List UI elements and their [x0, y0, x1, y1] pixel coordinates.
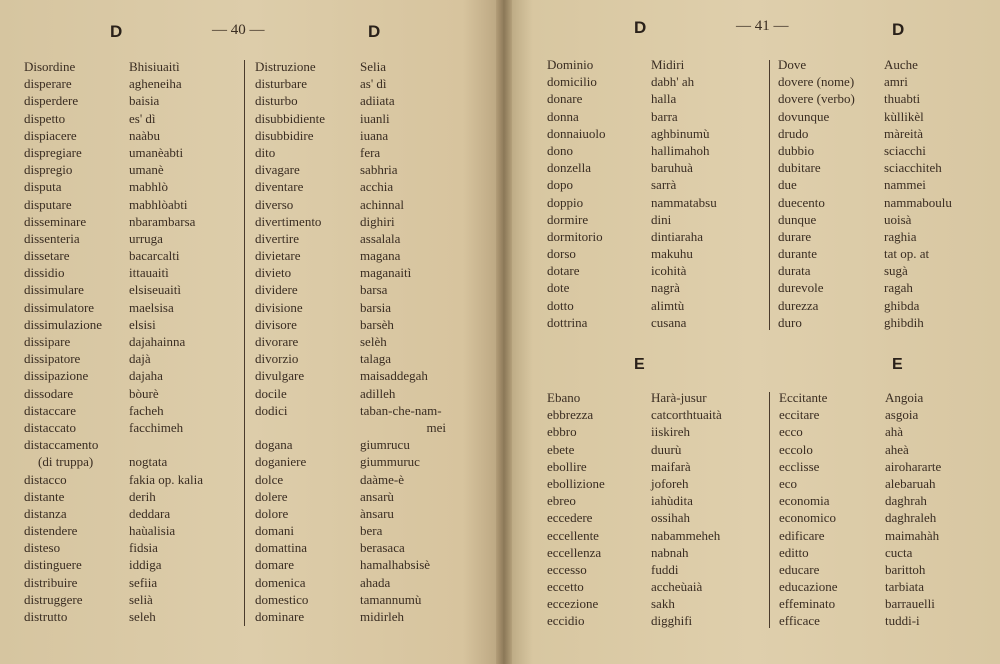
right-col4-italian	[779, 389, 879, 630]
entry: distribuire	[24, 574, 78, 590]
entry: barra	[651, 108, 678, 124]
entry: durante	[778, 246, 817, 262]
entry: domattina	[255, 540, 307, 556]
entry: distaccare	[24, 402, 76, 418]
right-column-divider-top	[769, 60, 770, 330]
right-col3-italian	[547, 389, 647, 630]
entry: aheà	[885, 441, 909, 457]
entry: cusana	[651, 314, 687, 330]
entry: domani	[255, 523, 294, 539]
entry: raghia	[884, 228, 917, 244]
entry: tarbiata	[885, 579, 924, 595]
entry: accheùaià	[651, 579, 703, 595]
entry: makuhu	[651, 246, 693, 262]
entry: tat op. at	[884, 246, 930, 262]
entry: domestico	[255, 591, 309, 607]
entry: dote	[547, 280, 570, 296]
entry: dovere (verbo)	[778, 91, 855, 107]
entry: adilleh	[360, 385, 396, 401]
right-col-translation	[651, 56, 763, 331]
left-col-italian	[24, 58, 124, 625]
entry: eccellente	[547, 527, 599, 543]
right-page	[503, 0, 1000, 664]
entry: nagrà	[651, 280, 680, 296]
entry: eccedere	[547, 510, 593, 526]
entry: due	[778, 177, 797, 193]
entry: distruggere	[24, 591, 83, 607]
entry: diverso	[255, 196, 294, 212]
entry: kùllikèl	[884, 108, 924, 124]
entry: alimtù	[651, 297, 685, 313]
entry	[255, 419, 355, 436]
entry: ecco	[779, 424, 803, 440]
entry: Eccitante	[779, 390, 828, 405]
entry: disteso	[24, 540, 61, 556]
book-spine	[496, 0, 512, 664]
entry: daàme-è	[360, 471, 405, 487]
entry: dissodare	[24, 385, 74, 401]
entry: dissimulare	[24, 282, 84, 298]
entry: distinguere	[24, 557, 82, 573]
entry: disperdere	[24, 93, 79, 109]
entry: Selia	[360, 59, 386, 74]
entry: bera	[360, 523, 383, 539]
entry: distendere	[24, 523, 78, 539]
entry: catcorthtuaità	[651, 407, 722, 423]
entry: divieto	[255, 265, 292, 281]
entry: Dove	[778, 57, 807, 72]
entry: donna	[547, 108, 579, 124]
entry: selèh	[360, 334, 387, 349]
left-column-divider	[244, 60, 245, 626]
entry: dolere	[255, 488, 288, 504]
entry: disputare	[24, 196, 72, 212]
entry: giumrucu	[360, 437, 410, 453]
entry: dodici	[255, 402, 288, 418]
entry: ansarù	[360, 488, 394, 504]
entry: ecclisse	[779, 458, 820, 474]
entry: deddara	[129, 505, 171, 521]
entry: dissetare	[24, 248, 70, 264]
entry: seleh	[129, 609, 156, 624]
entry: midirleh	[360, 609, 405, 624]
entry: disperare	[24, 76, 72, 92]
entry: divertimento	[255, 213, 322, 229]
entry: barsia	[360, 299, 392, 315]
entry: dajà	[129, 351, 151, 367]
entry: distaccamento	[24, 437, 99, 453]
entry: dito	[255, 144, 276, 160]
entry: hamalhabsisè	[360, 557, 431, 573]
entry: dopo	[547, 177, 573, 193]
entry: facchimeh	[129, 419, 184, 435]
entry: ahada	[360, 574, 391, 590]
entry: (di truppa)	[38, 454, 94, 470]
entry: fakia op. kalia	[129, 471, 203, 487]
entry: hallimahoh	[651, 142, 710, 158]
left-page-letter-right: D	[368, 22, 381, 41]
entry: nammei	[884, 177, 926, 193]
right-page-number: — 41 —	[736, 18, 789, 34]
entry: dajaha	[129, 368, 163, 384]
entry: maisaddegah	[360, 368, 428, 384]
entry: dividere	[255, 282, 298, 298]
entry: donare	[547, 91, 583, 107]
entry: dotare	[547, 263, 580, 279]
entry: iuanli	[360, 110, 390, 126]
entry: nbarambarsa	[129, 213, 196, 229]
entry: mei	[426, 419, 446, 435]
entry: dissipatore	[24, 351, 81, 367]
entry: nabammeheh	[651, 527, 721, 543]
entry: joforeh	[651, 475, 689, 491]
entry: divagare	[255, 162, 300, 178]
entry: domenica	[255, 574, 306, 590]
entry: selià	[129, 591, 153, 607]
entry: amri	[884, 74, 908, 90]
entry: ebollire	[547, 458, 587, 474]
entry: eccezione	[547, 596, 599, 612]
entry: dissipare	[24, 334, 71, 349]
entry: dispregiare	[24, 144, 82, 160]
entry: disturbare	[255, 76, 307, 92]
right-col4-translation	[885, 389, 995, 630]
entry: es' dì	[129, 110, 156, 126]
entry: asgoia	[885, 407, 919, 423]
entry: sakh	[651, 596, 675, 612]
entry: maimahàh	[885, 527, 940, 543]
entry: editto	[779, 544, 809, 560]
entry: eccidio	[547, 613, 585, 629]
entry: airohararte	[885, 458, 942, 474]
entry: dogana	[255, 437, 293, 453]
entry: magana	[360, 248, 401, 264]
entry: digghifi	[651, 613, 693, 629]
right-col-italian	[547, 56, 647, 331]
entry: effeminato	[779, 596, 836, 612]
entry: dolore	[255, 505, 289, 521]
entry: dissidio	[24, 265, 65, 281]
entry: distacco	[24, 471, 67, 487]
right-col3-translation	[651, 389, 763, 630]
entry: daghrah	[885, 493, 927, 509]
entry: facheh	[129, 402, 164, 418]
entry: ebbrezza	[547, 407, 594, 423]
entry: as' dì	[360, 76, 387, 92]
entry: iahùdita	[651, 493, 693, 509]
entry: umanè	[129, 162, 164, 178]
entry: sciacchi	[884, 142, 926, 158]
entry: efficace	[779, 613, 820, 629]
entry: bacarcalti	[129, 248, 180, 264]
entry: donzella	[547, 160, 592, 176]
entry: economia	[779, 493, 830, 509]
entry: iddiga	[129, 557, 162, 573]
entry: disubbidire	[255, 127, 314, 143]
entry: assalala	[360, 230, 401, 246]
entry: ebollizione	[547, 475, 605, 491]
entry: bòurè	[129, 385, 159, 401]
entry: durata	[778, 263, 811, 279]
entry: divietare	[255, 248, 301, 264]
entry: fidsia	[129, 540, 158, 556]
entry: adiiata	[360, 93, 395, 109]
entry	[129, 436, 241, 453]
entry: thuabti	[884, 91, 921, 107]
entry: distanza	[24, 505, 67, 521]
entry: maelsisa	[129, 299, 174, 315]
entry: Harà-jusur	[651, 390, 707, 405]
entry: duecento	[778, 194, 825, 210]
entry: dorso	[547, 246, 576, 262]
right-col2-translation	[884, 56, 994, 331]
entry: barsa	[360, 282, 388, 298]
entry: divisione	[255, 299, 303, 315]
right-col2-italian	[778, 56, 878, 331]
entry: dispetto	[24, 110, 66, 126]
left-col2-translation	[360, 58, 450, 625]
right-column-divider-bottom	[769, 392, 770, 628]
entry: umanèabti	[129, 144, 184, 160]
entry: dormire	[547, 211, 589, 227]
entry: Angoia	[885, 390, 924, 405]
entry: drudo	[778, 125, 809, 141]
entry: domare	[255, 557, 294, 573]
entry: diventare	[255, 179, 304, 195]
entry: disubbidiente	[255, 110, 326, 126]
entry: Distruzione	[255, 59, 316, 74]
entry: domicilio	[547, 74, 597, 90]
section-e-left: E	[634, 356, 645, 373]
entry: tuddi-i	[885, 613, 920, 629]
entry: Dominio	[547, 57, 594, 72]
entry: dighiri	[360, 213, 395, 229]
entry: divorare	[255, 334, 299, 349]
entry: dispregio	[24, 162, 73, 178]
entry: ebete	[547, 441, 575, 457]
entry: dissipazione	[24, 368, 89, 384]
entry: durevole	[778, 280, 824, 296]
right-page-letter-right: D	[892, 20, 905, 39]
entry: barsèh	[360, 316, 394, 332]
entry: dubitare	[778, 160, 821, 176]
entry: distaccato	[24, 419, 76, 435]
entry: Bhisiuaitì	[129, 59, 180, 74]
entry: nammatabsu	[651, 194, 717, 210]
entry: eccitare	[779, 407, 820, 423]
entry: sabhria	[360, 162, 398, 178]
entry: eccetto	[547, 579, 584, 595]
entry: aghbinumù	[651, 125, 710, 141]
entry: baisia	[129, 93, 160, 109]
left-page-letter-left: D	[110, 22, 123, 41]
entry: eccellenza	[547, 544, 602, 560]
right-page-letter-left: D	[634, 18, 647, 37]
entry: elsiseuaitì	[129, 282, 181, 298]
entry: ragah	[884, 280, 913, 296]
entry: dubbio	[778, 142, 815, 158]
entry: disputa	[24, 179, 62, 195]
entry: distante	[24, 488, 65, 504]
entry: taban-che-nam-	[360, 402, 442, 418]
entry: educazione	[779, 579, 838, 595]
entry: cucta	[885, 544, 913, 560]
entry: duurù	[651, 441, 682, 457]
entry: mabhlòabti	[129, 196, 188, 212]
left-col2-italian	[255, 58, 355, 625]
entry: iuana	[360, 127, 389, 143]
entry: distrutto	[24, 609, 68, 624]
entry: alebaruah	[885, 475, 936, 491]
entry: naàbu	[129, 127, 161, 143]
entry: halla	[651, 91, 677, 107]
entry: doppio	[547, 194, 584, 210]
entry: icohità	[651, 263, 687, 279]
entry: ghibda	[884, 297, 920, 313]
entry: iiskireh	[651, 424, 690, 440]
entry: baruhuà	[651, 160, 693, 176]
entry: ossihah	[651, 510, 690, 526]
entry: acchia	[360, 179, 394, 195]
entry: fuddi	[651, 561, 679, 577]
entry: durare	[778, 228, 812, 244]
entry: nabnah	[651, 544, 689, 560]
entry: dono	[547, 142, 573, 158]
entry: agheneiha	[129, 76, 182, 92]
entry: divorzio	[255, 351, 299, 367]
entry: eccolo	[779, 441, 813, 457]
entry: màreità	[884, 125, 923, 141]
entry: daghraleh	[885, 510, 937, 526]
entry: divulgare	[255, 368, 305, 384]
entry: dormitorio	[547, 228, 603, 244]
entry: barittoh	[885, 561, 926, 577]
entry: ànsaru	[360, 505, 394, 521]
entry: dolce	[255, 471, 284, 487]
entry: maifarà	[651, 458, 691, 474]
entry: dunque	[778, 211, 817, 227]
entry: ittauaitì	[129, 265, 169, 281]
entry: ghibdih	[884, 314, 924, 330]
entry: dominare	[255, 609, 305, 624]
entry: educare	[779, 561, 820, 577]
entry: sefiia	[129, 574, 158, 590]
entry: disseminare	[24, 213, 87, 229]
entry: nogtata	[129, 454, 168, 470]
entry: dissimulazione	[24, 316, 102, 332]
entry: dini	[651, 211, 672, 227]
entry: Auche	[884, 57, 918, 72]
entry: derih	[129, 488, 156, 504]
entry: ebreo	[547, 493, 576, 509]
entry: ahà	[885, 424, 904, 440]
entry: dissimulatore	[24, 299, 95, 315]
entry: giummuruc	[360, 454, 420, 470]
entry: tamannumù	[360, 591, 422, 607]
entry: berasaca	[360, 540, 405, 556]
entry: eccesso	[547, 561, 587, 577]
section-e-right: E	[892, 356, 903, 373]
entry: dottrina	[547, 314, 588, 330]
entry: uoisà	[884, 211, 912, 227]
entry: duro	[778, 314, 802, 330]
entry: barrauelli	[885, 596, 935, 612]
entry: docile	[255, 385, 287, 401]
left-page-number: — 40 —	[212, 22, 265, 38]
entry: durezza	[778, 297, 819, 313]
entry: disturbo	[255, 93, 298, 109]
entry: doganiere	[255, 454, 307, 470]
entry: donnaiuolo	[547, 125, 606, 141]
entry: divisore	[255, 316, 297, 332]
entry: eco	[779, 475, 798, 491]
entry: edificare	[779, 527, 825, 543]
entry: divertire	[255, 230, 300, 246]
entry: mabhlò	[129, 179, 168, 195]
entry: achinnal	[360, 196, 405, 212]
entry: sarrà	[651, 177, 677, 193]
entry: fera	[360, 144, 381, 160]
entry: dabh' ah	[651, 74, 695, 90]
entry: Midiri	[651, 57, 685, 72]
entry: talaga	[360, 351, 392, 367]
entry: elsisi	[129, 316, 156, 332]
entry: haùalisia	[129, 523, 176, 539]
entry: maganaitì	[360, 265, 412, 281]
entry: sugà	[884, 263, 908, 279]
entry: economico	[779, 510, 837, 526]
entry: dintiaraha	[651, 228, 703, 244]
entry: dovere (nome)	[778, 74, 855, 90]
entry: Ebano	[547, 390, 581, 405]
entry: urruga	[129, 230, 163, 246]
entry: Disordine	[24, 59, 76, 74]
entry: dajahainna	[129, 334, 186, 349]
entry: nammaboulu	[884, 194, 952, 210]
entry: dotto	[547, 297, 574, 313]
entry: ebbro	[547, 424, 577, 440]
entry: dovunque	[778, 108, 830, 124]
entry: dissenteria	[24, 230, 80, 246]
entry: dispiacere	[24, 127, 77, 143]
entry: sciacchiteh	[884, 160, 942, 176]
left-col-translation	[129, 58, 241, 625]
